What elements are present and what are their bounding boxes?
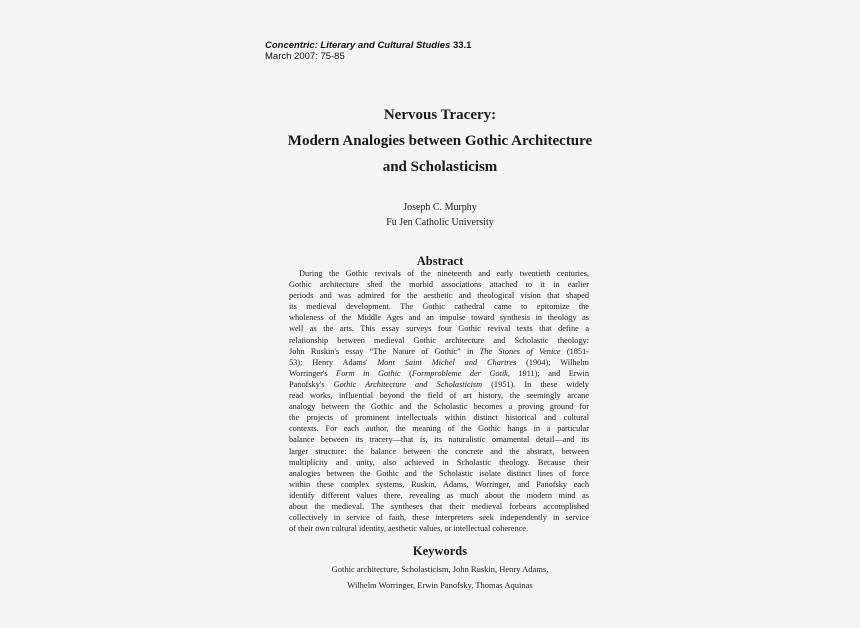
keywords-list xyxy=(250,561,630,593)
abstract-line: the projects of prominent intellectuals within distinct historical and cultural xyxy=(289,413,589,423)
abstract-line: its medieval development. The Gothic cathedral came to epitomize the xyxy=(289,302,589,312)
paper-title xyxy=(250,102,630,180)
journal-header xyxy=(265,40,471,62)
abstract-line: periods and was admired for the aesthetic and theological vision that shaped xyxy=(289,291,589,301)
journal-volume: 33.1 xyxy=(452,40,472,51)
abstract-line: During the Gothic revivals of the nineteenth and early twentieth centuries, xyxy=(299,269,589,278)
abstract-line: within these complex systems, Ruskin, Adams, Worringer, and Panofsky each xyxy=(289,479,589,489)
abstract-line: 53); Henry Adams' Mont Saint Michel and Chartres (1904); Wilhelm xyxy=(289,357,589,367)
author-affiliation: Fu Jen Catholic University xyxy=(386,217,494,228)
keywords-heading: Keywords xyxy=(412,544,468,558)
abstract-line: Gothic architecture shed the morbid associations attached to it in earlier xyxy=(289,280,589,290)
abstract-line: wholeness of the Middle Ages and an impulse toward synthesis in theology as xyxy=(289,313,589,323)
abstract-line: Panofsky's Gothic Architecture and Scholasticism (1951). In these widely xyxy=(289,379,589,389)
abstract-line: analogies between the Gothic and the Scholastic isolate distinct lines of force xyxy=(289,468,589,478)
author-block xyxy=(250,200,630,230)
abstract-line: collectively in service of faith, these interpreters seek independently in service xyxy=(289,513,589,523)
title-line-3: and Scholasticism xyxy=(382,159,498,175)
abstract-line: well as the arts. This essay surveys four Gothic revival texts that define a xyxy=(289,324,589,334)
abstract-line: about the medieval. The syntheses that their medieval forbears accomplished xyxy=(289,501,589,511)
abstract-line: identify different values there, revealing as much about the modern mind as xyxy=(289,490,589,500)
abstract-line: balance between its tracery—that is, its naturalistic ornamental detail—and its xyxy=(289,435,589,445)
abstract-line: contexts. For each author, the meaning of the Gothic hangs in a particular xyxy=(289,424,589,434)
title-line-2: Modern Analogies between Gothic Architecture xyxy=(287,133,593,149)
abstract-line: of their own cultural identity, aesthetic values, or intellectual coherence. xyxy=(289,524,529,534)
abstract-line: larger structure: the balance between the concrete and the abstract, between xyxy=(289,446,589,456)
abstract-line: John Ruskin's essay “The Nature of Gothic” in The Stones of Venice (1851- xyxy=(289,346,589,356)
abstract-heading: Abstract xyxy=(416,254,464,268)
abstract-line: read works, influential beyond the field of art history, the seemingly arcane xyxy=(289,391,589,401)
journal-name: Concentric: Literary and Cultural Studies xyxy=(265,40,451,51)
title-line-1: Nervous Tracery: xyxy=(383,107,497,123)
journal-date-pages: March 2007: 75-85 xyxy=(265,51,345,62)
author-name: Joseph C. Murphy xyxy=(403,202,477,213)
keywords-line-2: Wilhelm Worringer, Erwin Panofsky, Thomas Aquinas xyxy=(347,580,533,590)
abstract-line: multiplicity and unity, also achieved in Scholastic theology. Because their xyxy=(289,457,589,467)
abstract-line: analogy between the Gothic and the Scholastic becomes a proving ground for xyxy=(289,402,589,412)
abstract-line: relationship between medieval Gothic architecture and Scholastic theology: xyxy=(289,335,589,345)
abstract-line: Worringer's Form in Gothic (Formprobleme der Gotik, 1911); and Erwin xyxy=(289,368,590,378)
abstract-body xyxy=(289,268,589,534)
keywords-line-1: Gothic architecture, Scholasticism, John Ruskin, Henry Adams, xyxy=(331,564,549,574)
